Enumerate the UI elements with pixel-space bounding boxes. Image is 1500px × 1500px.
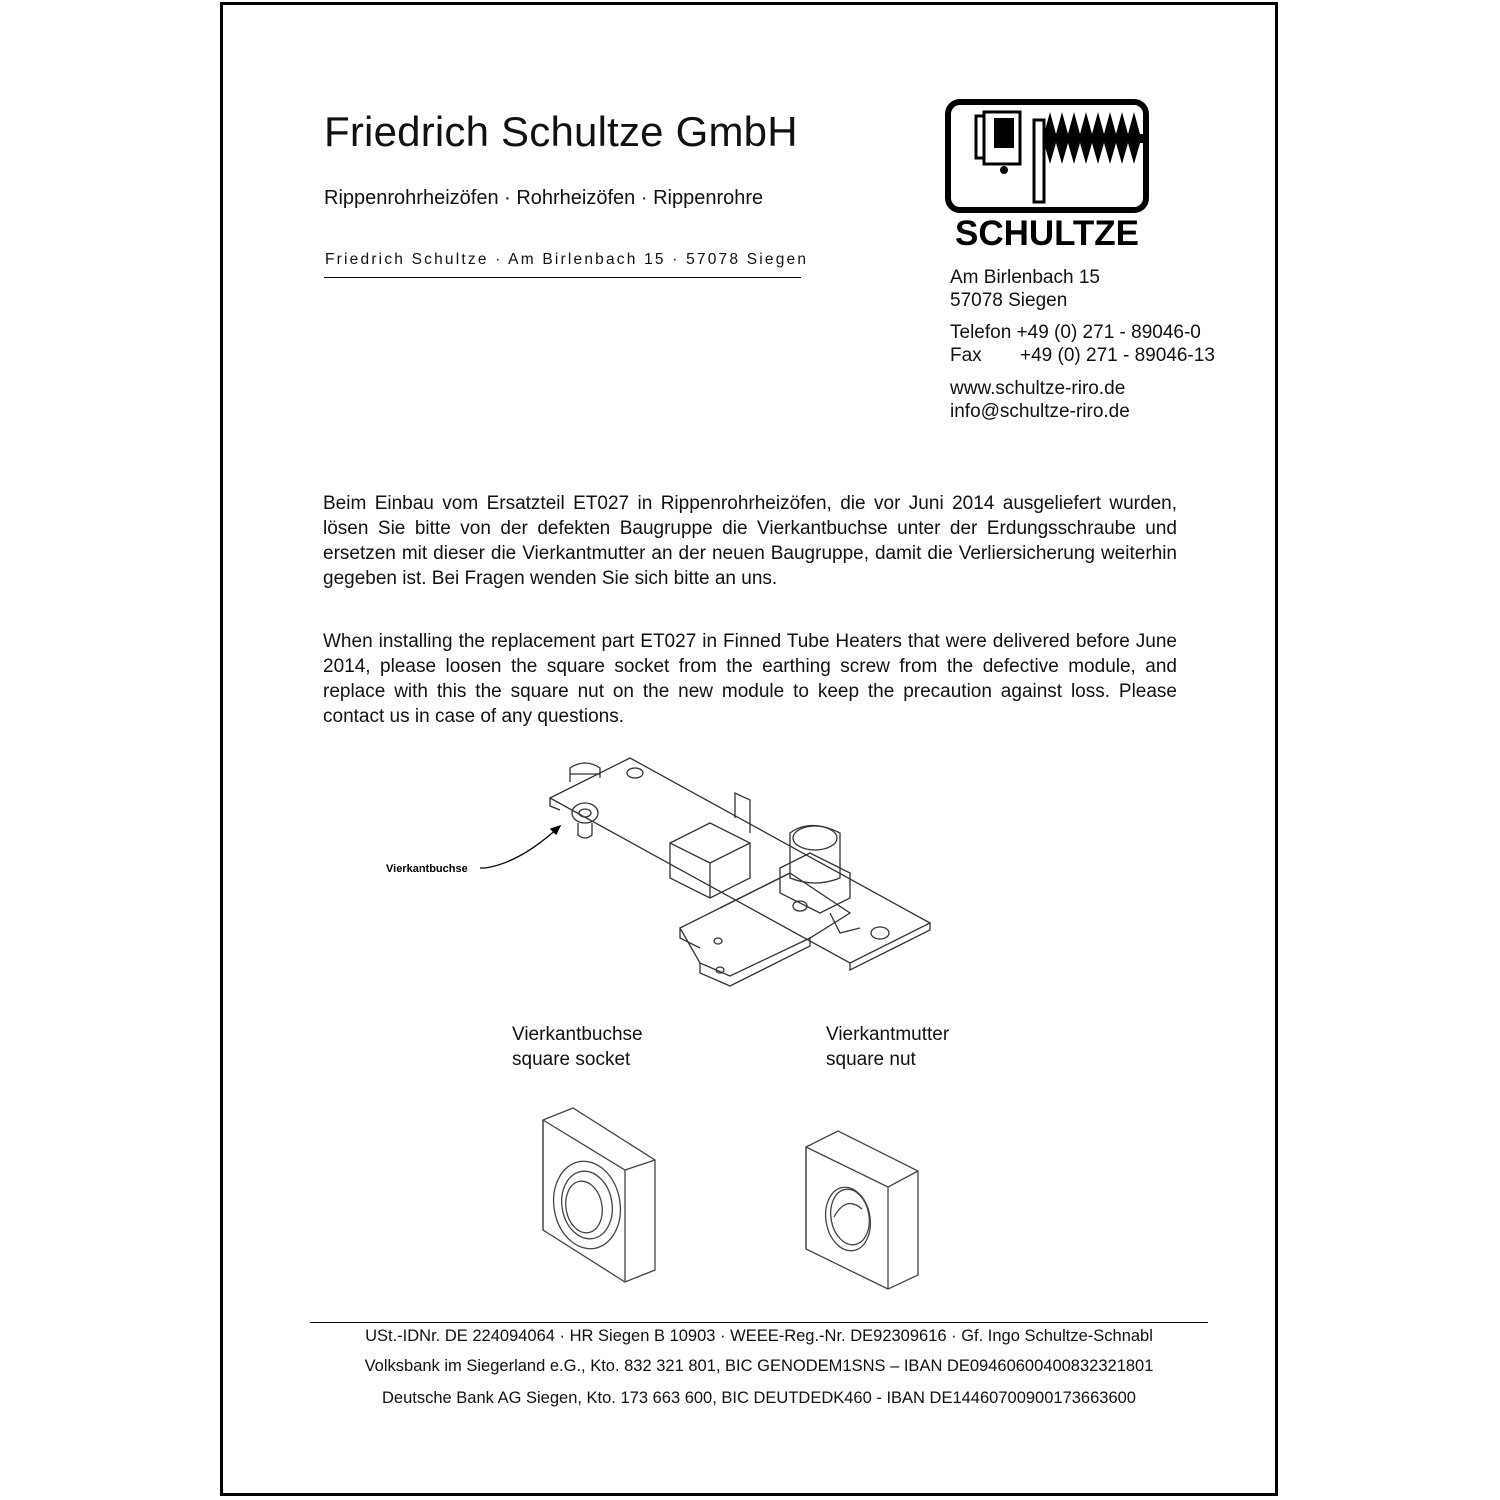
square-socket-drawing: [535, 1100, 665, 1290]
fax-number: +49 (0) 271 - 89046-13: [1020, 344, 1215, 366]
paragraph-german: Beim Einbau vom Ersatzteil ET027 in Rippenrohrheizöfen, die vor Juni 2014 ausgeliefert wurden, lösen Sie bitte von der defekten Baugruppe die Vierkantbuchse unter der Erdungsschraube und ersetzen mit dieser die Vierkantmutter an der neuen Baugruppe, damit die Verliersicherung weiterhin gegeben ist. Bei Fragen wenden Sie sich bitte an uns.: [323, 493, 1177, 589]
contact-fax: [950, 345, 1215, 368]
callout-label: Vierkantbuchse: [386, 863, 468, 875]
assembly-drawing: [370, 748, 940, 998]
contact-phone: Telefon +49 (0) 271 - 89046-0: [950, 322, 1201, 343]
footer-bank-deutsche-bank: Deutsche Bank AG Siegen, Kto. 173 663 600, BIC DEUTDEDK460 - IBAN DE14460700900173663600: [382, 1389, 1136, 1407]
part2-name-en: square nut: [826, 1049, 916, 1070]
logo-wordmark: SCHULTZE: [954, 214, 1140, 250]
sender-address-line: Friedrich Schultze · Am Birlenbach 15 · 57078 Siegen: [325, 251, 809, 268]
part1-name-en: square socket: [512, 1049, 631, 1070]
square-nut-drawing: [798, 1125, 928, 1295]
product-tagline: Rippenrohrheizöfen · Rohrheizöfen · Rippenrohre: [324, 187, 764, 209]
footer-registration: USt.-IDNr. DE 224094064 · HR Siegen B 10903 · WEEE-Reg.-Nr. DE92309616 · Gf. Ingo Schultze-Schnabl: [365, 1327, 1153, 1345]
heater-icon: [976, 112, 1144, 202]
company-name: Friedrich Schultze GmbH: [324, 108, 798, 155]
footer-bank-volksbank: Volksbank im Siegerland e.G., Kto. 832 321 801, BIC GENODEM1SNS – IBAN DE09460600400832321801: [364, 1357, 1154, 1375]
part-label-nut: [826, 1022, 949, 1072]
contact-address: [950, 267, 1100, 312]
contact-online: [950, 378, 1130, 423]
contact-email[interactable]: info@schultze-riro.de: [950, 400, 1130, 422]
contact-website[interactable]: www.schultze-riro.de: [950, 378, 1126, 399]
footer-divider: [310, 1322, 1208, 1323]
part1-name-de: Vierkantbuchse: [512, 1024, 643, 1045]
part-label-socket: [512, 1022, 643, 1072]
paragraph-english: When installing the replacement part ET027 in Finned Tube Heaters that were delivered before June 2014, please loosen the square socket from the earthing screw from the defective module, and replace with this the square nut on the new module to keep the precaution against loss. Please contact us in case of any questions.: [323, 631, 1177, 727]
part2-name-de: Vierkantmutter: [826, 1024, 950, 1045]
contact-street: Am Birlenbach 15: [950, 267, 1100, 288]
fax-label: Fax: [950, 344, 982, 366]
contact-city: 57078 Siegen: [950, 289, 1068, 311]
sender-divider: [324, 277, 801, 278]
contact-phone-fax: [950, 322, 1215, 367]
schultze-logo: [944, 98, 1150, 250]
